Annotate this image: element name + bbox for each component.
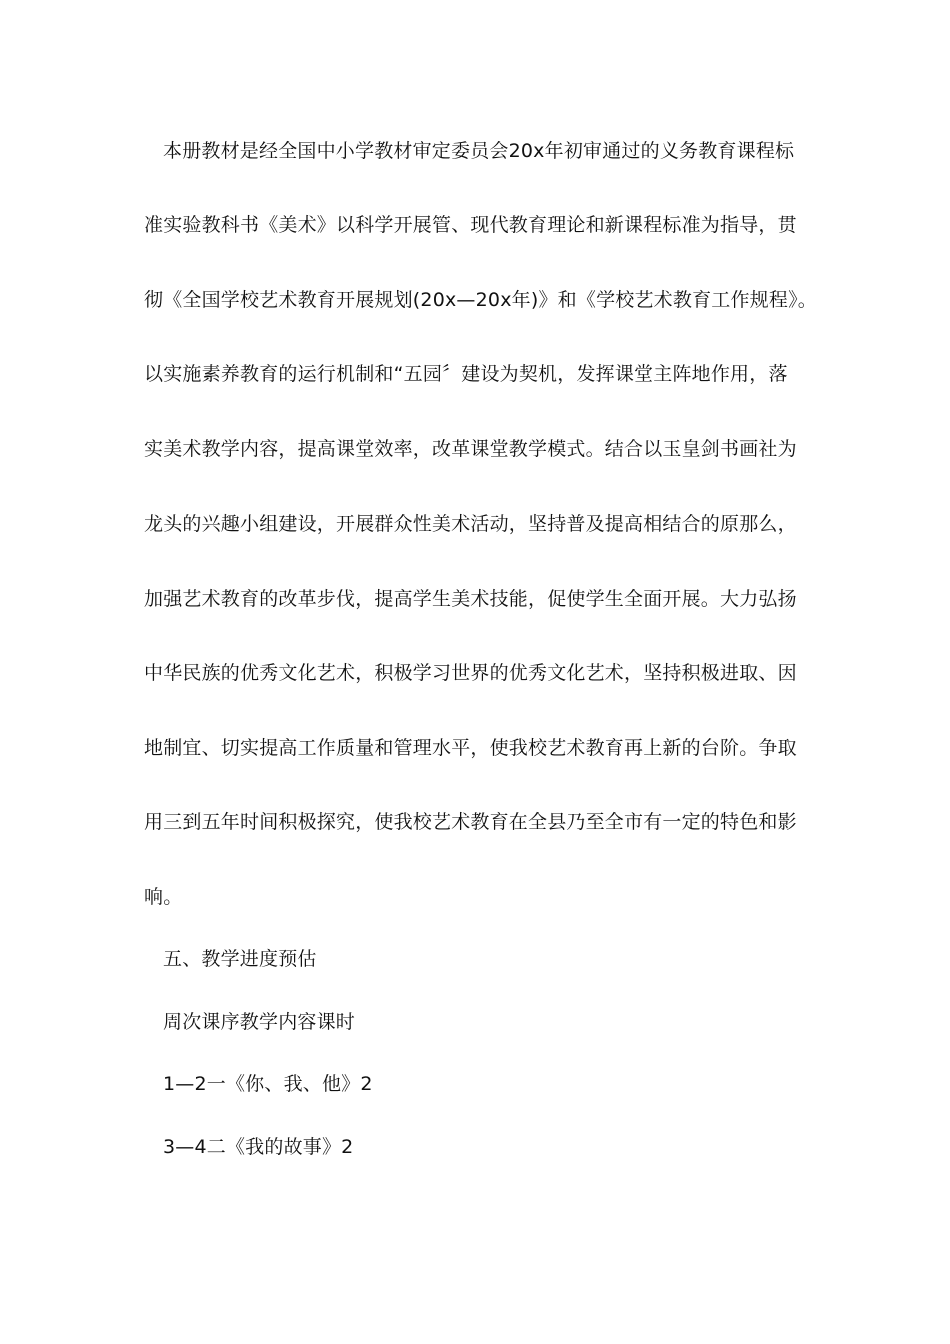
schedule-row: 1—2一《你、我、他》2: [163, 1073, 373, 1095]
paragraph-line: 响。: [144, 886, 183, 908]
paragraph-line: 地制宜、切实提高工作质量和管理水平，使我校艺术教育再上新的台阶。争取: [144, 737, 797, 759]
paragraph-line: 本册教材是经全国中小学教材审定委员会20x年初审通过的义务教育课程标: [163, 140, 795, 162]
table-header: 周次课序教学内容课时: [163, 1011, 356, 1033]
paragraph-line: 中华民族的优秀文化艺术，积极学习世界的优秀文化艺术，坚持积极进取、因: [144, 662, 797, 684]
section-heading: 五、教学进度预估: [163, 948, 317, 970]
paragraph-line: 用三到五年时间积极探究，使我校艺术教育在全县乃至全市有一定的特色和影: [144, 811, 797, 833]
paragraph-line: 以实施素养教育的运行机制和“五园〞建设为契机，发挥课堂主阵地作用，落: [144, 363, 788, 385]
paragraph-line: 龙头的兴趣小组建设，开展群众性美术活动，坚持普及提高相结合的原那么，: [144, 513, 797, 535]
paragraph-line: 彻《全国学校艺术教育开展规划(20x—20x年)》和《学校艺术教育工作规程》。: [144, 289, 817, 311]
paragraph-line: 加强艺术教育的改革步伐，提高学生美术技能，促使学生全面开展。大力弘扬: [144, 588, 797, 610]
schedule-row: 3—4二《我的故事》2: [163, 1136, 354, 1158]
paragraph-line: 准实验教科书《美术》以科学开展管、现代教育理论和新课程标准为指导，贯: [144, 214, 797, 236]
paragraph-line: 实美术教学内容，提高课堂效率，改革课堂教学模式。结合以玉皇剑书画社为: [144, 438, 797, 460]
